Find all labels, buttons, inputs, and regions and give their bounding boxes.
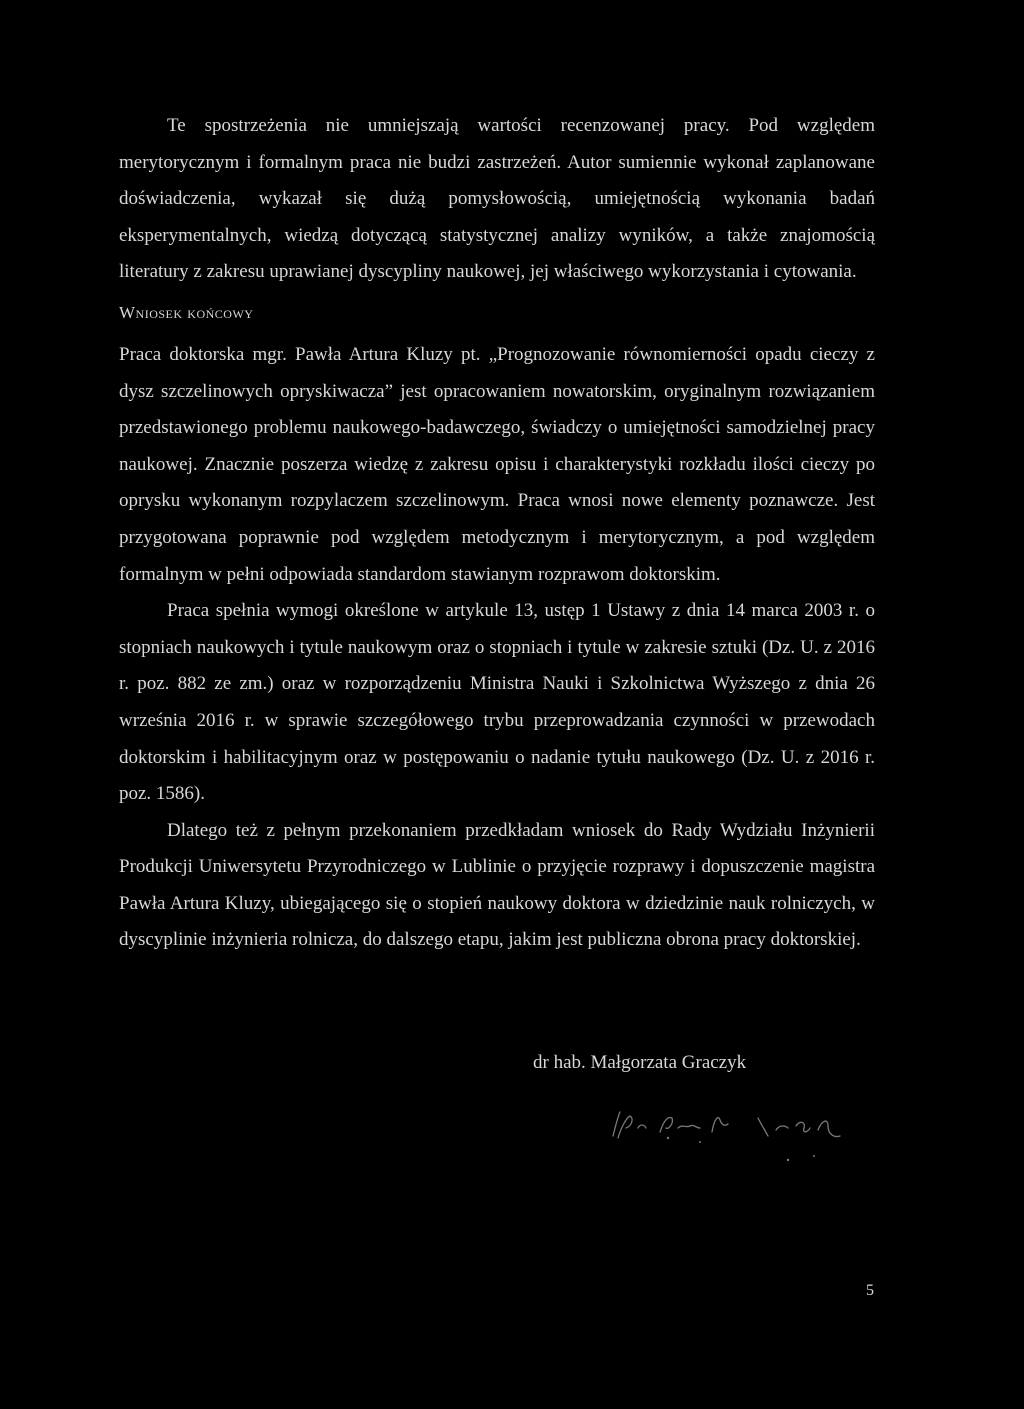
handwritten-signature <box>608 1098 868 1168</box>
paragraph-legal-requirements: Praca spełnia wymogi określone w artykule 13, ustęp 1 Ustawy z dnia 14 marca 2003 r. o stopniach naukowych i tytule naukowym oraz o stopniach i tytule w zakresie sztuki (Dz. U. z 2016 r. poz. 882 ze zm.) oraz w rozporządzeniu Ministra Nauki i Szkolnictwa Wyższego z dnia 26 września 2016 r. w sprawie szczegółowego trybu przeprowadzania czynności w przewodach doktorskim i habilitacyjnym oraz w postępowaniu o nadanie tytułu naukowego (Dz. U. z 2016 r. poz. 1586). <box>119 600 875 805</box>
paragraph-observations: Te spostrzeżenia nie umniejszają wartości recenzowanej pracy. Pod względem merytorycznym i formalnym praca nie budzi zastrzeżeń. Autor sumiennie wykonał zaplanowane doświadczenia, wykazał się dużą pomysłowością, umiejętnością wykonania badań eksperymentalnych, wiedzą dotyczącą statystycznej analizy wyników, a także znajomością literatury z zakresu uprawianej dyscypliny naukowej, jej właściwego wykorzystania i cytowania. <box>119 115 875 283</box>
paragraph-recommendation: Dlatego też z pełnym przekonaniem przedkładam wniosek do Rady Wydziału Inżynierii Produkcji Uniwersytetu Przyrodniczego w Lublinie o przyjęcie rozprawy i dopuszczenie magistra Pawła Artura Kluzy, ubiegającego się o stopień naukowy doktora w dziedzinie nauk rolniczych, w dyscyplinie inżynieria rolnicza, do dalszego etapu, jakim jest publiczna obrona pracy doktorskiej. <box>119 819 875 951</box>
document-body <box>119 108 875 959</box>
page-number: 5 <box>866 1282 874 1299</box>
signatory-name: dr hab. Małgorzata Graczyk <box>533 1052 747 1073</box>
paragraph-conclusion: Praca doktorska mgr. Pawła Artura Kluzy pt. „Prognozowanie równomierności opadu cieczy z dysz szczelinowych opryskiwacza” jest opracowaniem nowatorskim, oryginalnym rozwiązaniem przedstawionego problemu naukowego-badawczego, świadczy o umiejętności samodzielnej pracy naukowej. Znacznie poszerza wiedzę z zakresu opisu i charakterystyki rozkładu ilości cieczy po oprysku wykonanym rozpylaczem szczelinowym. Praca wnosi nowe elementy poznawcze. Jest przygotowana poprawnie pod względem metodycznym i merytorycznym, a pod względem formalnym w pełni odpowiada standardom stawianym rozprawom doktorskim. <box>119 343 875 585</box>
section-heading: Wniosek końcowy <box>119 302 254 322</box>
